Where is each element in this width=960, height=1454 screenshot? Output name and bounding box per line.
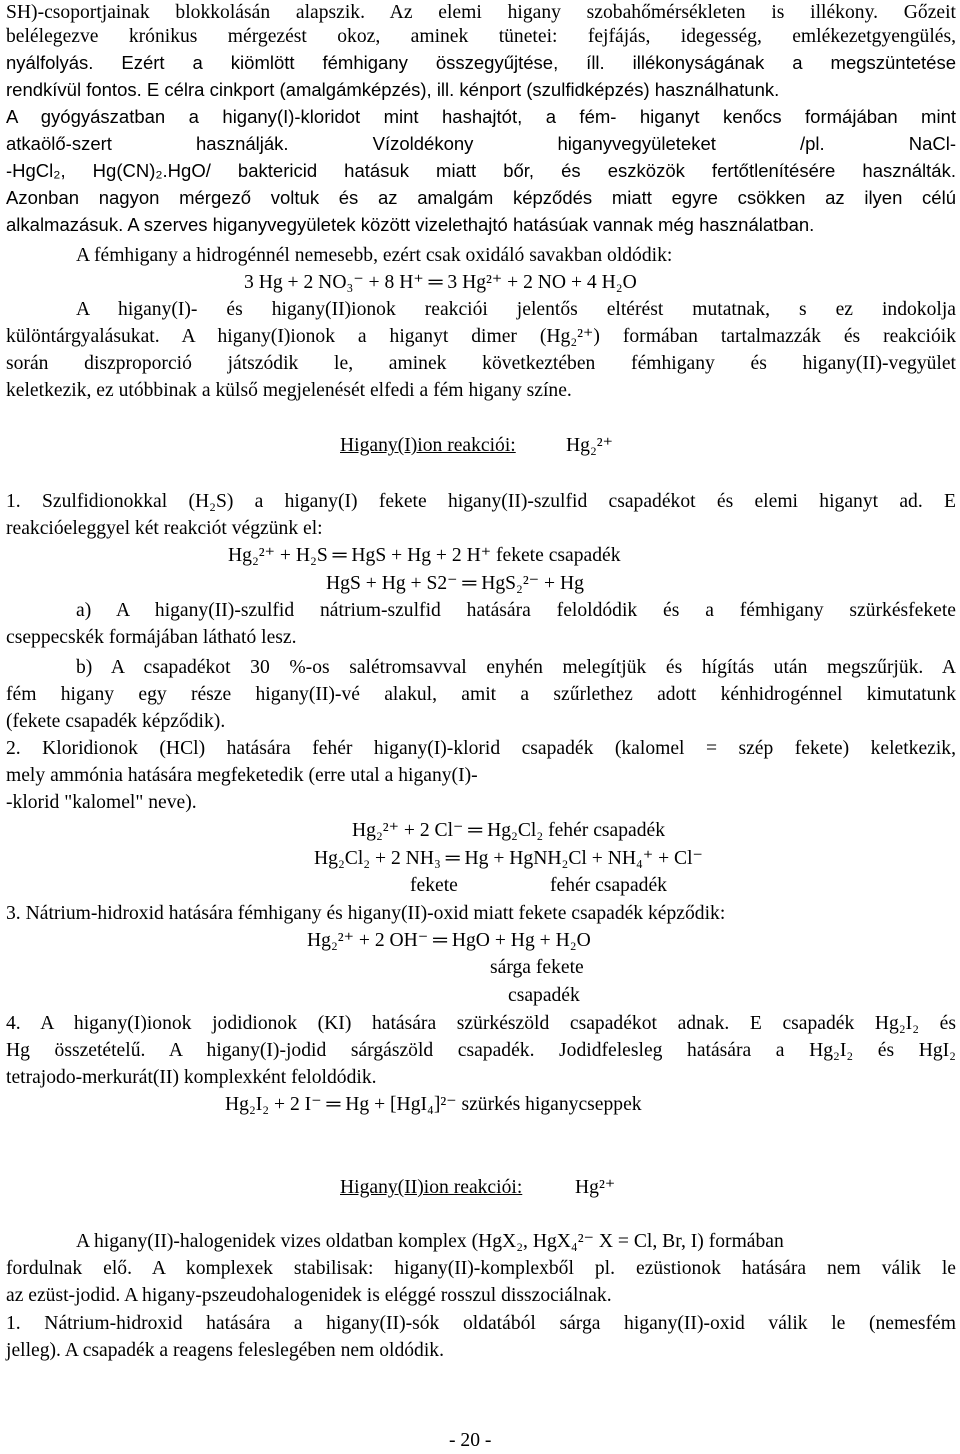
equation: HgS + Hg + S2⁻ ═ HgS₂²⁻ + Hg xyxy=(326,573,584,594)
text-line: az ezüst-jodid. A higany-pszeudohalogenidek is eléggé rosszul disszociálnak. xyxy=(6,1285,612,1306)
equation: Hg₂²⁺ + 2 OH⁻ ═ HgO + Hg + H₂O xyxy=(307,930,591,951)
text-line: -klorid "kalomel" neve). xyxy=(6,792,197,813)
text-line: 2. Kloridionok (HCl) hatására fehér higany(I)-klorid csapadék (kalomel = szép fekete) keletkezik, xyxy=(6,738,956,759)
text-line: jelleg). A csapadék a reagens feleslegében nem oldódik. xyxy=(6,1340,444,1361)
text-line: 4. A higany(I)ionok jodidionok (KI) hatására szürkészöld csapadékot adnak. E csapadék Hg₂I₂ és xyxy=(6,1013,956,1034)
text-line: Azonban nagyon mérgező voltuk és az amalgám képződés miatt egyre csökken az ilyen célú xyxy=(6,187,956,208)
text-line: (fekete csapadék képződik). xyxy=(6,711,226,732)
equation: Hg₂Cl₂ + 2 NH₃ ═ Hg + HgNH₂Cl + NH₄⁺ + Cl⁻ xyxy=(314,848,703,869)
text-line: b) A csapadékot 30 %-os salétromsavval enyhén melegítjük és hígítás után megszűrjük. A xyxy=(76,657,956,678)
text-line: 1. Szulfidionokkal (H₂S) a higany(I) fekete higany(II)-szulfid csapadékot és elemi higanyt ad. E xyxy=(6,491,956,512)
text-line: keletkezik, ez utóbbinak a külső megjelenését elfedi a fém higany színe. xyxy=(6,380,572,401)
text-line: A higany(I)- és higany(II)ionok reakciói jelentős eltérést mutatnak, s ez indokolja xyxy=(76,299,956,320)
text-line: a) A higany(II)-szulfid nátrium-szulfid hatására feloldódik és a fémhigany szürkésfekete xyxy=(76,600,956,621)
text-line: 1. Nátrium-hidroxid hatására a higany(II)-sók oldatából sárga higany(II)-oxid válik le (nemesfém xyxy=(6,1313,956,1334)
equation: Hg₂²⁺ + 2 Cl⁻ ═ Hg₂Cl₂ fehér csapadék xyxy=(352,820,666,841)
equation: Hg₂²⁺ + H₂S ═ HgS + Hg + 2 H⁺ fekete csapadék xyxy=(228,545,621,566)
text-line: alkalmazásuk. A szerves higanyvegyületek között vizelethajtó hatásúak vannak még használatban. xyxy=(6,214,815,235)
text-line: A higany(II)-halogenidek vizes oldatban komplex (HgX₂, HgX₄²⁻ X = Cl, Br, I) formában xyxy=(76,1231,784,1252)
section-heading-hg2: Higany(II)ion reakciói: xyxy=(340,1177,523,1198)
text-line: cseppecskék formájában látható lesz. xyxy=(6,627,297,648)
text-line: 3. Nátrium-hidroxid hatására fémhigany és higany(II)-oxid miatt fekete csapadék képződik: xyxy=(6,903,726,924)
text-line: A gyógyászatban a higany(I)-kloridot mint hashajtót, a fém- higanyt kenőcs formájában mint xyxy=(6,106,956,127)
equation: Hg₂I₂ + 2 I⁻ ═ Hg + [HgI₄]²⁻ szürkés higanycseppek xyxy=(225,1094,642,1115)
precipitate-label: csapadék xyxy=(508,985,580,1006)
text-line: atkaölő-szert használják. Vízoldékony higanyvegyületeket /pl. NaCl- xyxy=(6,133,956,154)
text-line: fém higany egy része higany(II)-vé alakul, amit a szűrlethez adott kénhidrogénnel kimutatunk xyxy=(6,684,956,705)
text-line: SH)-csoportjainak blokkolásán alapszik. Az elemi higany szobahőmérsékleten is illékony. Gőzeit xyxy=(6,2,956,23)
text-line: fordulnak elő. A komplexek stabilisak: higany(II)-komplexből pl. ezüstionok hatására nem válik le xyxy=(6,1258,956,1279)
text-line: rendkívül fontos. E célra cinkport (amalgámképzés), ill. kénport (szulfidképzés) használhatunk. xyxy=(6,79,780,100)
precipitate-label: fekete xyxy=(410,875,458,896)
text-line: különtárgyalásukat. A higany(I)ionok a higanyt dimer (Hg₂²⁺) formában tartalmazzák és reakcióik xyxy=(6,326,956,347)
text-line: -HgCl₂, Hg(CN)₂.HgO/ baktericid hatásuk miatt bőr, és eszközök fertőtlenítésére használták. xyxy=(6,160,956,181)
precipitate-label: fehér csapadék xyxy=(550,875,667,896)
page-number: - 20 - xyxy=(449,1430,492,1451)
text-line: A fémhigany a hidrogénnél nemesebb, ezért csak oxidáló savakban oldódik: xyxy=(76,245,673,266)
text-line: mely ammónia hatására megfeketedik (erre utal a higany(I)- xyxy=(6,765,478,786)
text-line: belélegezve krónikus mérgezést okoz, aminek tünetei: fejfájás, idegesség, emlékezetgyengülés, xyxy=(6,26,956,47)
section-ion-formula: Hg₂²⁺ xyxy=(566,435,613,456)
text-line: tetrajodo-merkurát(II) komplexként feloldódik. xyxy=(6,1067,377,1088)
text-line: során diszproporció játszódik le, aminek következtében fémhigany és higany(II)-vegyület xyxy=(6,353,956,374)
section-heading-hg1: Higany(I)ion reakciói: xyxy=(340,435,516,456)
precipitate-label: sárga fekete xyxy=(490,957,584,978)
text-line: nyálfolyás. Ezért a kiömlött fémhigany összegyűjtése, íll. illékonyságának a megszüntetése xyxy=(6,52,956,73)
text-line: reakcióeleggyel két reakciót végzünk el: xyxy=(6,518,323,539)
section-ion-formula: Hg²⁺ xyxy=(575,1177,616,1198)
equation: 3 Hg + 2 NO₃⁻ + 8 H⁺ ═ 3 Hg²⁺ + 2 NO + 4 H₂O xyxy=(244,272,637,293)
text-line: Hg összetételű. A higany(I)-jodid sárgászöld csapadék. Jodidfelesleg hatására a Hg₂I₂ és HgI₂ xyxy=(6,1040,956,1061)
